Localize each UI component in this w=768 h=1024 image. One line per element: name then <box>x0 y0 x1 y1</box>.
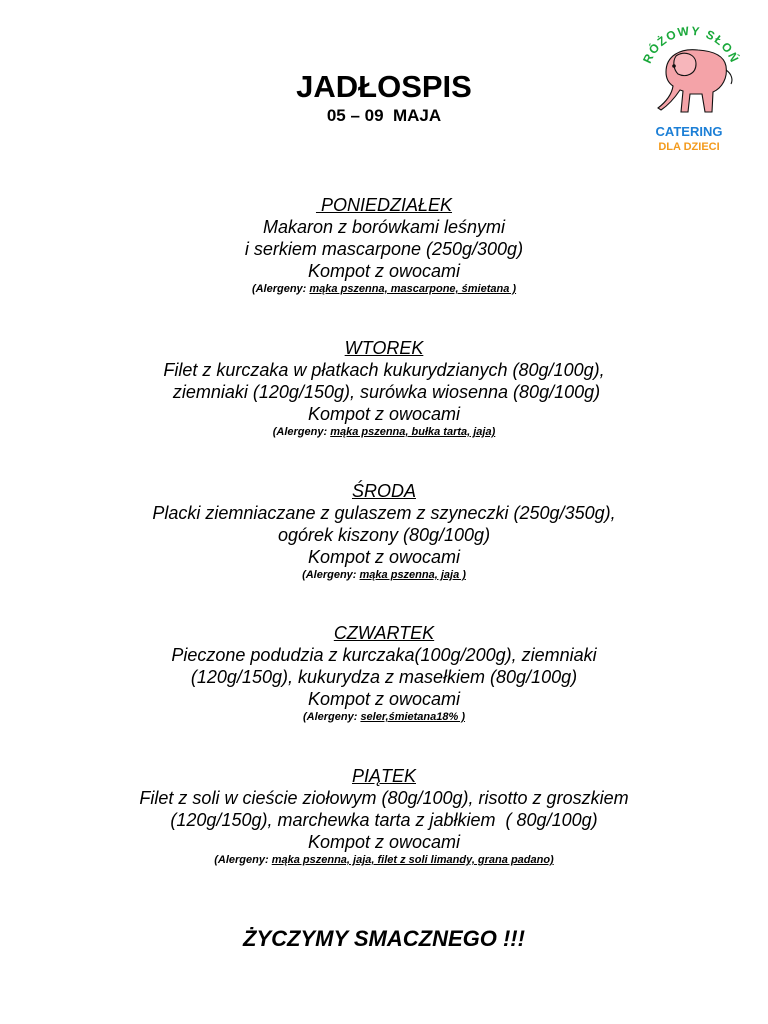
dish-line: ziemniaki (120g/150g), surówka wiosenna (80g/100g) <box>167 382 601 402</box>
day-wednesday <box>0 480 768 582</box>
allergens-note <box>0 710 768 724</box>
logo-catering-text: CATERING <box>655 124 723 139</box>
allergens-prefix: (Alergeny: <box>302 569 360 581</box>
day-name: ŚRODA <box>351 481 416 501</box>
dish-line: Pieczone podudzia z kurczaka(100g/200g), ziemniaki <box>171 645 597 665</box>
allergens-list: mąka pszenna, jaja ) <box>359 569 466 581</box>
allergens-list: mąka pszenna, bułka tarta, jaja) <box>330 426 496 438</box>
day-thursday <box>0 622 768 724</box>
dish-line: Makaron z borówkami leśnymi <box>262 217 506 237</box>
dish-line: Kompot z owocami <box>307 547 461 567</box>
day-name: PONIEDZIAŁEK <box>315 195 453 215</box>
allergens-note <box>0 425 768 439</box>
dish-line: Kompot z owocami <box>307 404 461 424</box>
logo-brand-text: RÓŻOWY SŁOŃ <box>640 23 742 66</box>
allergens-prefix: (Alergeny: <box>302 711 361 723</box>
day-tuesday <box>0 337 768 439</box>
dish-line: (120g/150g), kukurydza z masełkiem (80g/100g) <box>190 667 578 687</box>
dish-line: Kompot z owocami <box>307 832 461 852</box>
day-name: PIĄTEK <box>351 766 417 786</box>
allergens-note <box>0 853 768 867</box>
logo-tagline-text: DLA DZIECI <box>658 141 720 153</box>
closing-wish: ŻYCZYMY SMACZNEGO !!! <box>243 926 525 951</box>
dish-line: Kompot z owocami <box>307 261 461 281</box>
allergens-list: seler,śmietana18% ) <box>360 711 466 723</box>
dish-line: Kompot z owocami <box>307 689 461 709</box>
catering-logo <box>636 20 742 154</box>
allergens-prefix: (Alergeny: <box>272 426 331 438</box>
dish-line: Filet z soli w cieście ziołowym (80g/100g), risotto z groszkiem <box>139 788 629 808</box>
dish-line: i serkiem mascarpone (250g/300g) <box>244 239 524 259</box>
allergens-list: mąka pszenna, jaja, filet z soli limandy, grana padano) <box>271 854 554 866</box>
allergens-note <box>0 568 768 582</box>
day-monday <box>0 194 768 296</box>
allergens-prefix: (Alergeny: <box>214 854 272 866</box>
dish-line: ogórek kiszony (80g/100g) <box>277 525 491 545</box>
elephant-icon <box>658 50 732 112</box>
date-range: 05 – 09 MAJA <box>326 106 442 125</box>
dish-line: Filet z kurczaka w płatkach kukurydzianych (80g/100g), <box>163 360 605 380</box>
page-title: JADŁOSPIS <box>296 69 472 104</box>
day-name: CZWARTEK <box>333 623 435 643</box>
day-friday <box>0 765 768 867</box>
dish-line: (120g/150g), marchewka tarta z jabłkiem ( 80g/100g) <box>170 810 598 830</box>
day-name: WTOREK <box>344 338 424 358</box>
allergens-prefix: (Alergeny: <box>251 283 310 295</box>
dish-line: Placki ziemniaczane z gulaszem z szyneczki (250g/350g), <box>152 503 616 523</box>
allergens-list: mąka pszenna, mascarpone, śmietana ) <box>309 283 517 295</box>
allergens-note <box>0 282 768 296</box>
